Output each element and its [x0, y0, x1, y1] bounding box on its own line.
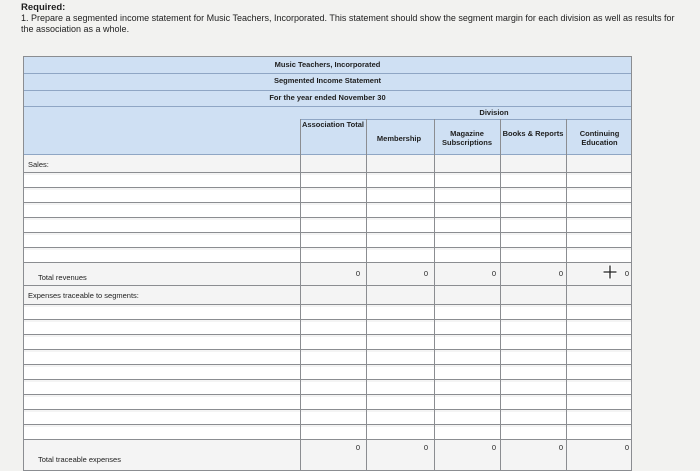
divider — [24, 187, 631, 188]
total-traceable-membership: 0 — [423, 443, 428, 452]
required-heading: Required: — [21, 2, 66, 13]
sales-input-row[interactable] — [24, 220, 631, 232]
instruction-text: 1. Prepare a segmented income statement for Music Teachers, Incorporated. This statement should show the segment margin for each division as well as results for the association as a whole. — [21, 13, 675, 34]
divider — [24, 304, 631, 305]
divider — [24, 154, 631, 155]
sales-input-row[interactable] — [24, 235, 631, 247]
col-continuing: Continuing Education — [579, 129, 620, 147]
total-traceable-association: 0 — [355, 443, 360, 452]
total-revenues-magazine: 0 — [491, 269, 496, 278]
expense-input-row[interactable] — [24, 322, 631, 334]
expense-input-row[interactable] — [24, 337, 631, 349]
expense-input-row[interactable] — [24, 382, 631, 394]
column-divider — [300, 119, 301, 471]
income-statement-worksheet — [23, 56, 632, 471]
divider — [24, 349, 631, 350]
column-divider — [434, 119, 435, 471]
expense-input-row[interactable] — [24, 307, 631, 319]
divider — [24, 90, 631, 91]
sales-input-row[interactable] — [24, 250, 631, 262]
total-revenues-books: 0 — [558, 269, 563, 278]
divider — [24, 424, 631, 425]
divider — [24, 232, 631, 233]
expense-input-row[interactable] — [24, 397, 631, 409]
sales-label: Sales: — [28, 160, 49, 169]
divider — [24, 106, 631, 107]
divider — [24, 172, 631, 173]
statement-name: Segmented Income Statement — [273, 76, 382, 85]
divider — [24, 319, 631, 320]
column-divider — [366, 119, 367, 471]
total-traceable-label: Total traceable expenses — [38, 455, 121, 464]
total-traceable-books: 0 — [558, 443, 563, 452]
total-traceable-magazine: 0 — [491, 443, 496, 452]
col-books: Books & Reports — [502, 129, 564, 138]
total-revenues-association: 0 — [355, 269, 360, 278]
expense-input-row[interactable] — [24, 367, 631, 379]
total-revenues-membership: 0 — [423, 269, 428, 278]
divider — [24, 202, 631, 203]
total-traceable-continuing: 0 — [624, 443, 629, 452]
divider — [24, 379, 631, 380]
divider — [24, 262, 631, 263]
sales-input-row[interactable] — [24, 175, 631, 187]
expense-input-row[interactable] — [24, 412, 631, 424]
sales-input-row[interactable] — [24, 205, 631, 217]
column-divider — [500, 119, 501, 471]
divider — [24, 439, 631, 440]
col-association-total: Association Total — [302, 120, 364, 129]
divider — [24, 73, 631, 74]
column-divider — [566, 119, 567, 471]
divider — [24, 285, 631, 286]
total-revenues-continuing: 0 — [624, 269, 629, 278]
divider — [24, 217, 631, 218]
sales-input-row[interactable] — [24, 190, 631, 202]
statement-period: For the year ended November 30 — [269, 93, 386, 102]
col-magazine: Magazine Subscriptions — [441, 129, 492, 147]
division-header: Division — [479, 108, 509, 117]
col-membership: Membership — [376, 134, 422, 143]
divider — [24, 247, 631, 248]
company-name: Music Teachers, Incorporated — [274, 60, 381, 69]
divider — [24, 394, 631, 395]
expense-input-row[interactable] — [24, 352, 631, 364]
expenses-label: Expenses traceable to segments: — [28, 291, 139, 300]
expense-input-row[interactable] — [24, 427, 631, 439]
move-cursor-icon — [603, 265, 617, 279]
total-revenues-label: Total revenues — [38, 273, 87, 282]
divider — [24, 364, 631, 365]
divider — [24, 334, 631, 335]
divider — [24, 409, 631, 410]
